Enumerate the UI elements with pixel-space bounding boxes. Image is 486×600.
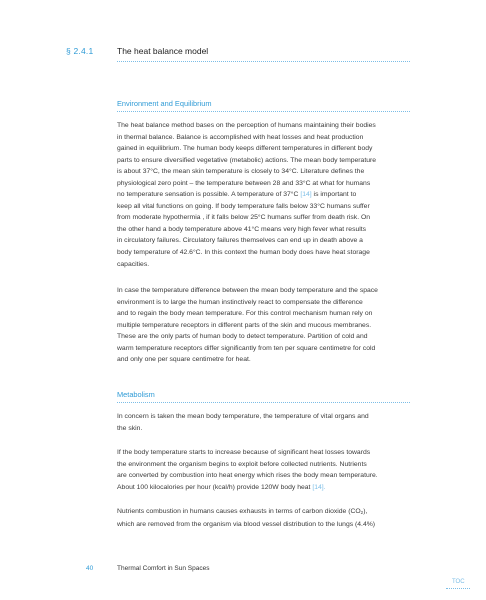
page-number: 40 [86,565,94,572]
text-line: parts to ensure diversified vegetative (metabolic) actions. The mean body temperature [117,156,377,164]
environment-paragraph-1 [117,120,417,270]
toc-link[interactable]: TOC [452,579,465,585]
text-line: which are removed from the organism via blood vessel distribution to the lungs (4.4%) [117,520,376,528]
citation-link[interactable]: [14] [300,191,312,199]
section-number: § 2.4.1 [66,46,94,56]
text-segment: Nutrients combustion in humans causes exhausts in terms of carbon dioxide (CO [117,508,361,515]
section-title: The heat balance model [117,46,209,56]
text-line: warm temperature receptors differ significantly from ten per square centimetre for cold [117,344,376,352]
text-line: If the body temperature starts to increase because of significant heat losses towards [117,449,371,456]
metabolism-divider [117,402,410,403]
text-line: In concern is taken the mean body temperature, the temperature of vital organs and [117,413,369,420]
toc-divider [446,588,470,589]
section-divider [117,61,410,62]
text-line: In case the temperature difference between the mean body temperature and the space [117,287,378,294]
environment-divider [117,111,410,112]
text-line: in circulatory failures. Circulatory failures themselves can end up in death above a [117,237,363,245]
text-line: capacities. [117,260,150,268]
text-line: the other hand a body temperature above 41°C means very high fever what results [117,225,367,233]
text-segment: is important to [311,191,357,199]
environment-heading: Environment and Equilibrium [117,99,212,108]
footer-title: Thermal Comfort in Sun Spaces [117,565,210,572]
text-line: gained in equilibrium. The human body keeps different temperatures in different body [117,145,373,153]
text-line: body temperature of 42.6°C. In this context the human body does have heat storage [117,249,370,257]
text-segment: no temperature sensation is possible. A temperature of 37°C [117,191,301,199]
subscript: 2 [360,510,364,515]
text-line: environment is to large the human instinctively react to compensate the difference [117,298,363,306]
text-line: physiological zero point – the temperature between 28 and 33°C at what for humans [117,179,371,187]
text-line: is about 37°C, the mean skin temperature is closely to 34°C. Literature defines the [117,168,365,176]
text-line: These are the only parts of human body to detect temperature. Partition of cold and [117,333,368,341]
text-line [117,189,417,201]
text-segment: ), [363,508,368,515]
metabolism-paragraph-2 [117,447,417,493]
text-segment: About 100 kilocalories per hour (kcal/h) provide 120W body heat [117,483,313,491]
text-line: keep all vital functions on going. If body temperature falls below 33°C humans suffer [117,202,370,210]
text-line: and only one per square centimetre for heat. [117,356,251,364]
metabolism-paragraph-3 [117,506,417,530]
text-line: and to regain the body mean temperature. For this control mechanism human rely on [117,310,373,318]
environment-paragraph-2 [117,285,417,366]
citation-link[interactable]: [14]. [312,483,326,491]
metabolism-paragraph-1 [117,411,417,434]
text-line: from moderate hypothermia , if it falls below 25°C humans suffer from death risk. On [117,214,371,222]
metabolism-heading: Metabolism [117,390,155,399]
text-line [117,506,417,519]
text-line: the skin. [117,424,143,432]
text-line: the environment the organism begins to exploit before collected nutrients. Nutrients [117,460,367,468]
text-line: The heat balance method bases on the perception of humans maintaining their bodies [117,122,376,129]
text-line: in thermal balance. Balance is accomplished with heat losses and heat production [117,133,364,141]
text-line: multiple temperature receptors in different parts of the skin and mucous membranes. [117,321,372,329]
text-line [117,482,417,494]
text-line: are converted by combustion into heat energy which rises the body mean temperature. [117,472,378,480]
